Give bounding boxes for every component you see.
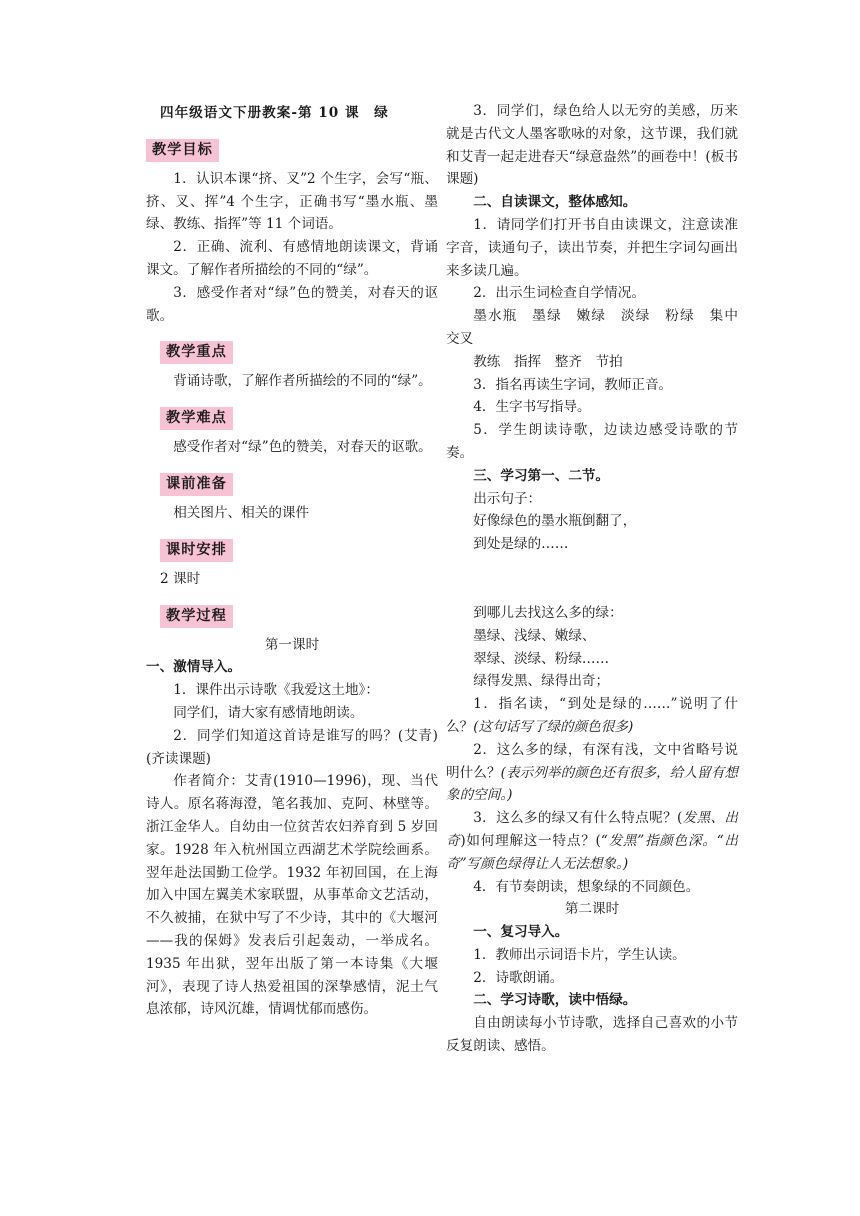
document-title: 四年级语文下册教案-第 10 课 绿 <box>160 105 389 121</box>
lesson1-para: 1．请同学们打开书自由读课文，注意读准字音，读通句子，读出节奏，并把生字词勾画出来多读几遍。 <box>446 216 738 279</box>
question <box>446 807 738 875</box>
poem-line: 到哪儿去找这么多的绿： <box>473 604 623 621</box>
poem-line: 好像绿色的墨水瓶倒翻了， <box>473 513 637 530</box>
author-intro: 作者简介：艾青(1910—1996)，现、当代诗人。原名蒋海澄，笔名莪加、克阿、林壁等。浙江金华人。自幼由一位贫苦农妇养育到 5 岁回家。1928 年入杭州国立西湖艺术学院绘画系。翌年赴法国勤工俭学。1932 年初回国，在上海加入中国左翼美术家联盟，从事革命文艺活动，不久被捕，在狱中写了不少诗，其中的《大堰河——我的保姆》发表后引起轰动，一举成名。1935 年出狱，翌年出版了第一本诗集《大堰河》，表现了诗人热爱祖国的深挚感情，泥土气息浓郁，诗风沉雄，情调忧郁而感伤。 <box>146 773 438 1018</box>
lesson2-section2-title: 二、学习诗歌，读中悟绿。 <box>473 992 637 1009</box>
lesson1-para: 同学们，请大家有感情地朗读。 <box>173 704 364 721</box>
answer-text: (表示列举的颜色还有很多，给人留有想象的空间。) <box>446 764 738 804</box>
section-header-difficulty: 教学难点 <box>160 407 233 430</box>
lesson1-section1-title: 一、激情导入。 <box>146 659 242 676</box>
goal-item: 1．认识本课“挤、叉”2 个生字，会写“瓶、挤、叉、挥”4 个生字，正确书写“墨水瓶、墨绿、教练、指挥”等 11 个词语。 <box>146 170 438 233</box>
lesson1-para: 5．学生朗读诗歌，边读边感受诗歌的节奏。 <box>446 422 738 461</box>
answer-text: 发黑、出奇 <box>446 810 739 849</box>
lesson1-para: 2．出示生词检查自学情况。 <box>473 285 645 302</box>
section-header-goals: 教学目标 <box>146 139 219 162</box>
vocab-words: 教练 指挥 整齐 节拍 <box>473 353 623 370</box>
question <box>446 693 738 739</box>
lesson2-para: 自由朗读每小节诗歌，选择自己喜欢的小节反复朗读、感悟。 <box>446 1015 738 1055</box>
vocab-words: 墨水瓶 墨绿 嫩绿 淡绿 粉绿 集中 交叉 <box>446 308 752 347</box>
poem-line: 到处是绿的…… <box>473 536 569 553</box>
lesson2-para: 2．诗歌朗诵。 <box>473 969 564 986</box>
right-column <box>446 100 752 1058</box>
lesson2-para: 1．教师出示词语卡片，学生认读。 <box>473 946 686 963</box>
question-text: )如何理解这一特点？( <box>460 832 601 849</box>
left-column <box>146 100 438 1021</box>
question-text: 3．这么多的绿又有什么特点呢？( <box>473 810 683 827</box>
answer-text: (这句话写了绿的颜色很多) <box>473 718 634 735</box>
goal-item: 3．感受作者对“绿”色的赞美，对春天的讴歌。 <box>146 284 438 324</box>
lesson1-para: 3．同学们，绿色给人以无穷的美感，历来就是古代文人墨客歌咏的对象，这节课，我们就和艾青一起走进春天“绿意盎然”的画卷中！(板书课题) <box>446 103 738 188</box>
section-header-schedule: 课时安排 <box>160 539 233 562</box>
lesson2-heading: 第二课时 <box>564 901 620 918</box>
goal-item: 2．正确、流利、有感情地朗读课文，背诵课文。了解作者所描绘的不同的“绿”。 <box>146 239 438 278</box>
question-text: 2．这么多的绿，有深有浅，文中省略号说明什么？ <box>446 741 738 781</box>
lesson1-section2-title: 二、自读课文，整体感知。 <box>473 194 637 211</box>
lesson2-section1-title: 一、复习导入。 <box>473 924 569 941</box>
prep-text: 相关图片、相关的课件 <box>173 504 310 521</box>
question-text: 1．指名读，“到处是绿的……”说明了什么？ <box>446 696 738 735</box>
lesson1-para: 4．有节奏朗读，想象绿的不同颜色。 <box>473 878 700 895</box>
lesson1-para: 2．同学们知道这首诗是谁写的吗？(艾青)(齐读课题) <box>146 727 438 767</box>
answer-text: “发黑”指颜色深。“出奇”写颜色绿得让人无法想象。) <box>446 832 739 872</box>
lesson1-section3-title: 三、学习第一、二节。 <box>473 467 610 484</box>
lesson1-para: 1．课件出示诗歌《我爱这土地》： <box>173 682 379 699</box>
lesson1-heading: 第一课时 <box>264 636 320 653</box>
section-header-process: 教学过程 <box>160 605 233 628</box>
schedule-text: 2 课时 <box>160 570 201 587</box>
lesson1-para: 4．生字书写指导。 <box>473 399 591 416</box>
poem-line: 墨绿、浅绿、嫩绿、 <box>473 627 596 644</box>
section-header-key: 教学重点 <box>160 341 233 364</box>
poem-line: 绿得发黑、绿得出奇； <box>473 673 610 690</box>
poem-line: 出示句子： <box>473 490 542 507</box>
key-text: 背诵诗歌，了解作者所描绘的不同的“绿”。 <box>173 373 432 390</box>
difficulty-text: 感受作者对“绿”色的赞美，对春天的讴歌。 <box>173 439 432 456</box>
section-header-prep: 课前准备 <box>160 473 233 496</box>
question <box>446 739 738 807</box>
poem-line: 翠绿、淡绿、粉绿…… <box>473 650 610 667</box>
lesson1-para: 3．指名再读生字词，教师正音。 <box>473 376 673 393</box>
